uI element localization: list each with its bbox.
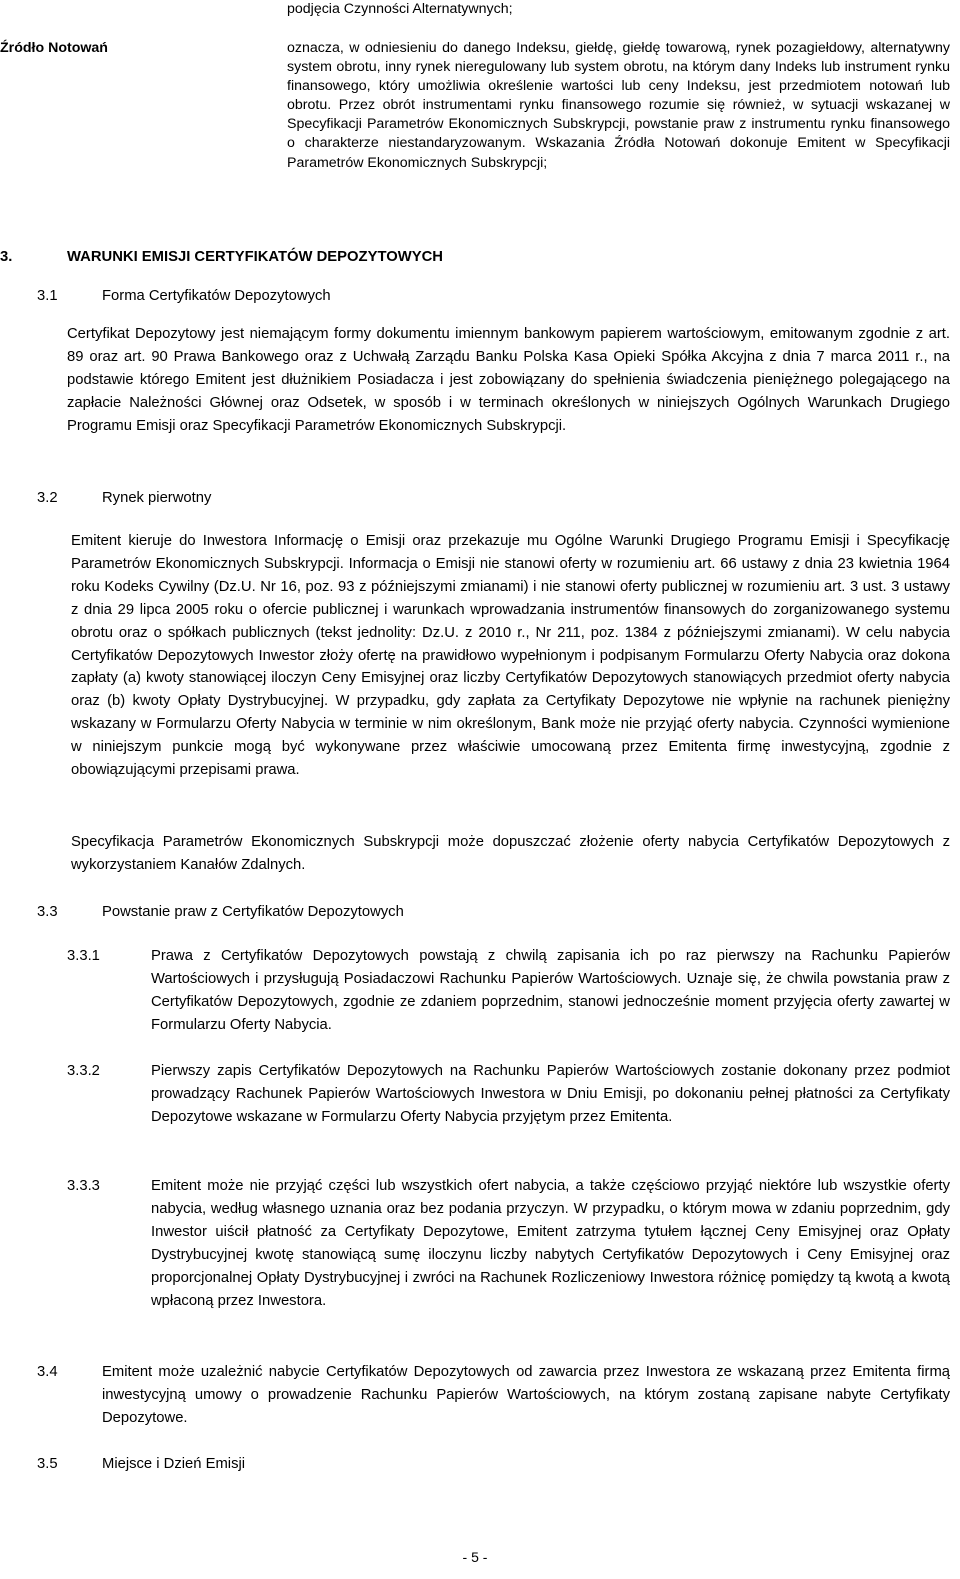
section-3-2-number: 3.2 [37, 490, 58, 506]
section-3-4-text: Emitent może uzależnić nabycie Certyfikatów Depozytowych od zawarcia przez Inwestora ze wskazaną przez Emitenta firmą inwestycyjną umowy o prowadzenie Rachunku Papierów Wartościowych, na którym zostaną zapisane nabyte Certyfikaty Depozytowe. [102, 1364, 950, 1426]
section-3-2-paragraph-1: Emitent kieruje do Inwestora Informację o Emisji oraz przekazuje mu Ogólne Warunki Drugiego Programu Emisji i Specyfikację Parametrów Ekonomicznych Subskrypcji. Informacja o Emisji nie stanowi oferty w rozumieniu art. 66 ustawy z dnia 23 kwietnia 1964 roku Kodeks Cywilny (Dz.U. Nr 16, poz. 93 z późniejszymi zmianami) i nie stanowi oferty publicznej w rozumieniu art. 3 ust. 3 ustawy z dnia 29 lipca 2005 roku o ofercie publicznej i warunkach wprowadzania instrumentów finansowych do zorganizowanego systemu obrotu oraz o spółkach publicznych (tekst jednolity: Dz.U. z 2010 r., Nr 211, poz. 1384 z późniejszymi zmianami). W celu nabycia Certyfikatów Depozytowych Inwestor złoży ofertę na prawidłowo wypełnionym i podpisanym Formularzu Oferty Nabycia oraz dokona zapłaty (a) kwoty stanowiącej iloczyn Ceny Emisyjnej oraz liczby Certyfikatów Depozytowych stanowiących przedmiot oferty nabycia oraz (b) kwoty Opłaty Dystrybucyjnej. W przypadku, gdy zapłata za Certyfikaty Depozytowe nie wpłynie na rachunek pieniężny wskazany w Formularzu Oferty Nabycia w terminie w nim określonym, Bank może nie przyjąć oferty nabycia. Czynności wymienione w niniejszym punkcie mogą być wykonywane przez właściwie umocowaną przez Emitenta firmę inwestycyjną, zgodnie z obowiązującymi przepisami prawa. [71, 533, 950, 779]
section-3-5-number: 3.5 [37, 1456, 58, 1472]
section-3-3-number: 3.3 [37, 904, 58, 920]
section-3-3-2-number: 3.3.2 [67, 1063, 100, 1079]
section-3-1-number: 3.1 [37, 288, 58, 304]
section-3-3-title: Powstanie praw z Certyfikatów Depozytowych [102, 904, 404, 920]
section-3-title: WARUNKI EMISJI CERTYFIKATÓW DEPOZYTOWYCH [67, 249, 443, 265]
definition-term: Źródło Notowań [0, 40, 108, 56]
section-3-5-title: Miejsce i Dzień Emisji [102, 1456, 246, 1472]
page-number: - 5 - [462, 1549, 488, 1565]
section-3-2-paragraph-2: Specyfikacja Parametrów Ekonomicznych Subskrypcji może dopuszczać złożenie oferty nabycia Certyfikatów Depozytowych z wykorzystaniem Kanałów Zdalnych. [71, 834, 950, 873]
definition-text: oznacza, w odniesieniu do danego Indeksu, giełdę, giełdę towarową, rynek pozagiełdowy, alternatywny system obrotu, inny rynek nieregulowany lub system obrotu, na którym dany Indeks lub instrument rynku finansowego, który umożliwia określenie wartości lub ceny Indeksu, jest przedmiotem notowań lub obrotu. Przez obrót instrumentami rynku finansowego rozumie się również, w sytuacji wskazanej w Specyfikacji Parametrów Ekonomicznych Subskrypcji, powstanie praw z instrumentu rynku finansowego o charakterze niestandaryzowanym. Wskazania Źródła Notowań dokonuje Emitent w Specyfikacji Parametrów Ekonomicznych Subskrypcji; [287, 40, 950, 171]
section-3-number: 3. [0, 249, 13, 265]
top-fragment-text: podjęcia Czynności Alternatywnych; [287, 1, 513, 17]
section-3-3-1-number: 3.3.1 [67, 948, 100, 964]
section-3-3-3-number: 3.3.3 [67, 1178, 100, 1194]
section-3-1-paragraph: Certyfikat Depozytowy jest niemającym formy dokumentu imiennym bankowym papierem wartościowym, emitowanym zgodnie z art. 89 oraz art. 90 Prawa Bankowego oraz z Uchwałą Zarządu Banku Polska Kasa Opieki Spółka Akcyjna z dnia 7 marca 2011 r., na podstawie którego Emitent jest dłużnikiem Posiadacza i jest zobowiązany do spełnienia świadczenia pieniężnego polegającego na zapłacie Należności Głównej oraz Odsetek, w sposób i w terminach określonych w niniejszych Ogólnych Warunkach Drugiego Programu Emisji oraz Specyfikacji Parametrów Ekonomicznych Subskrypcji. [67, 326, 950, 434]
section-3-4-number: 3.4 [37, 1364, 58, 1380]
section-3-2-title: Rynek pierwotny [102, 490, 212, 506]
section-3-3-1-text: Prawa z Certyfikatów Depozytowych powstają z chwilą zapisania ich po raz pierwszy na Rachunku Papierów Wartościowych i przysługują Posiadaczowi Rachunku Papierów Wartościowych. Uznaje się, że chwila powstania praw z Certyfikatów Depozytowych, zgodnie ze zdaniem poprzednim, stanowi jednocześnie moment przyjęcia oferty zawartej w Formularzu Oferty Nabycia. [151, 948, 950, 1033]
section-3-3-2-text: Pierwszy zapis Certyfikatów Depozytowych na Rachunku Papierów Wartościowych zostanie dokonany przez podmiot prowadzący Rachunek Papierów Wartościowych Inwestora w Dniu Emisji, po dokonaniu pełnej płatności za Certyfikaty Depozytowe wskazane w Formularzu Oferty Nabycia przyjętym przez Emitenta. [151, 1063, 950, 1125]
section-3-3-3-text: Emitent może nie przyjąć części lub wszystkich ofert nabycia, a także częściowo przyjąć niektóre lub wszystkie oferty nabycia, według własnego uznania oraz bez podania przyczyn. W przypadku, o którym mowa w zdaniu poprzednim, gdy Inwestor uiścił płatność za Certyfikaty Depozytowe, Emitent zatrzyma tytułem łącznej Ceny Emisyjnej oraz Opłaty Dystrybucyjnej kwotę stanowiącą sumę iloczynu liczby nabytych Certyfikatów Depozytowych i Ceny Emisyjnej oraz proporcjonalnej Opłaty Dystrybucyjnej i zwróci na Rachunek Rozliczeniowy Inwestora różnicę pomiędzy tą kwotą a kwotą wpłaconą przez Inwestora. [151, 1178, 950, 1309]
section-3-1-title: Forma Certyfikatów Depozytowych [102, 288, 331, 304]
